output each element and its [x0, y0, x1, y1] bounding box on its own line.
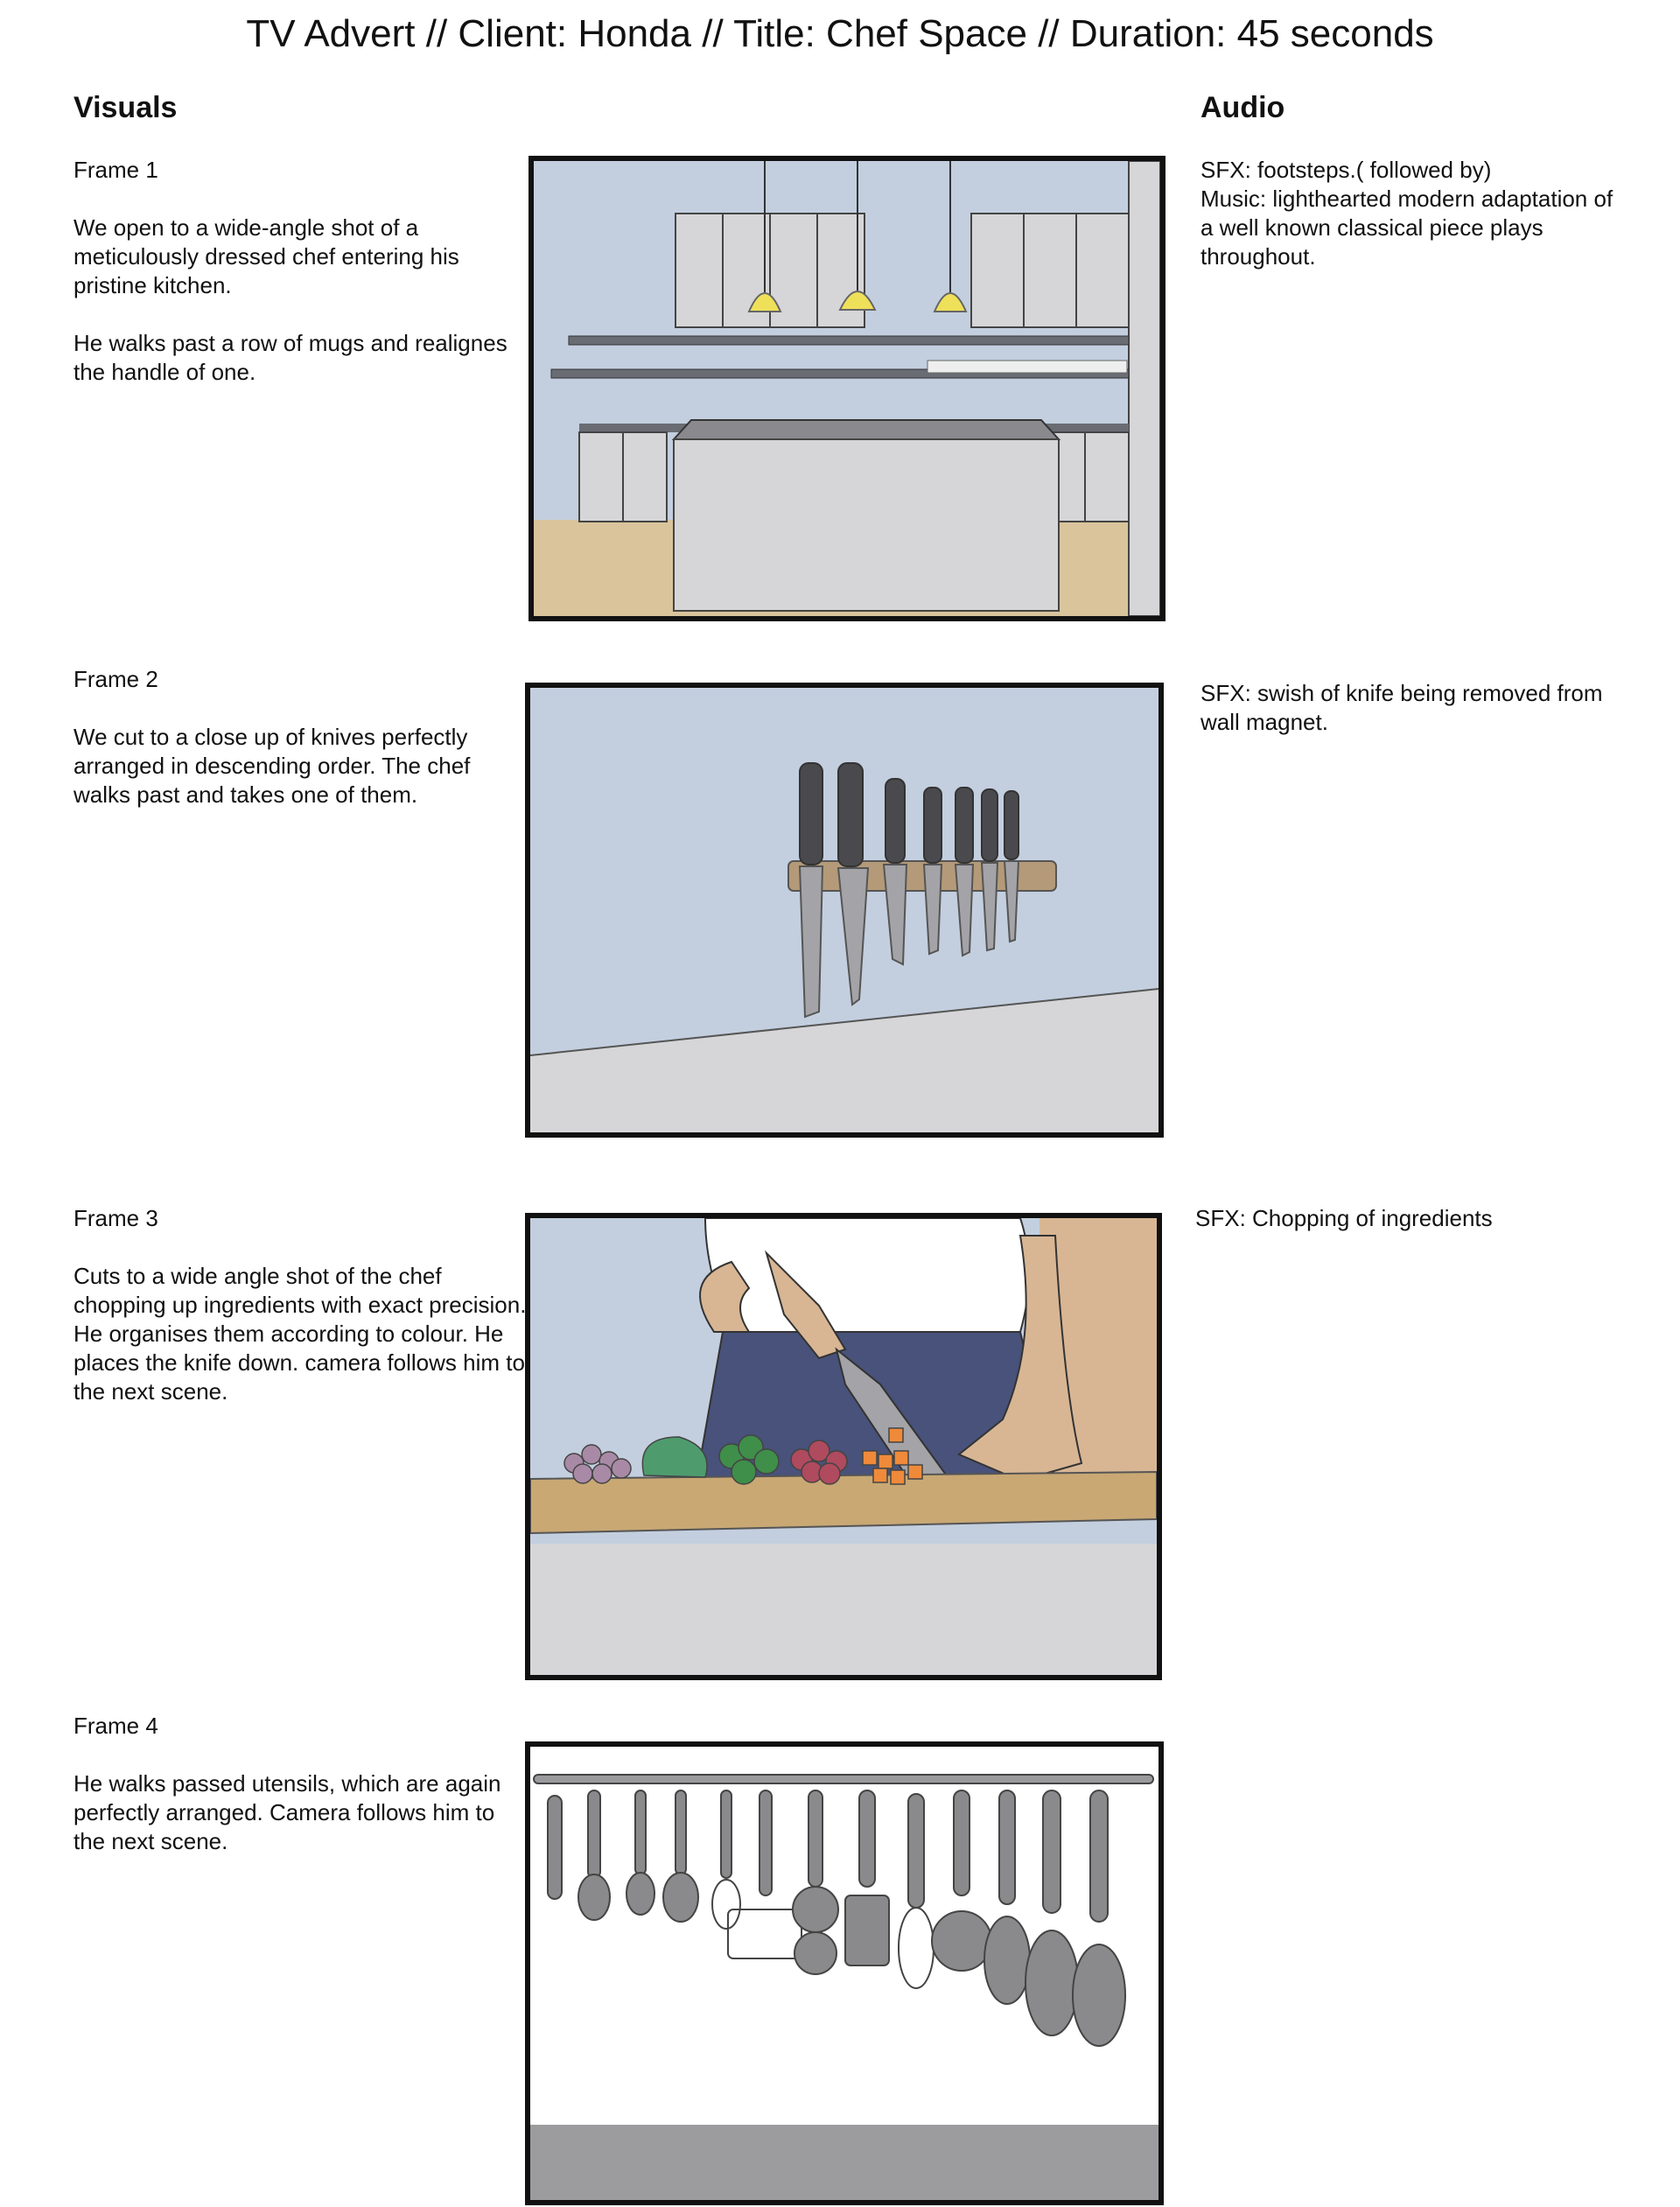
- frame-2-audio: [1200, 679, 1620, 737]
- frame-2-description: [74, 723, 528, 838]
- frame-1-audio-line: SFX: footsteps.( followed by): [1200, 157, 1492, 183]
- frame-1-description-paragraph: He walks past a row of mugs and realignes the handle of one.: [74, 330, 508, 385]
- frame-3-audio: [1195, 1204, 1615, 1233]
- frame-4-label: Frame 4: [74, 1713, 158, 1739]
- knife-rack-close-up: [530, 688, 1158, 1132]
- frame-1-audio-line: Music: lighthearted modern adaptation of a well known classical piece plays throughout.: [1200, 186, 1614, 270]
- chef-chopping: [530, 1218, 1157, 1675]
- frame-1-illustration: [528, 156, 1166, 621]
- frame-3-description: [74, 1262, 528, 1435]
- frame-4-description: [74, 1769, 528, 1885]
- frame-2-illustration: [525, 683, 1164, 1138]
- frame-2-description-paragraph: We cut to a close up of knives perfectly arranged in descending order. The chef walks past and takes one of them.: [74, 724, 471, 808]
- audio-heading: Audio: [1200, 91, 1285, 124]
- frame-3-illustration: [525, 1213, 1162, 1680]
- hanging-utensils: [530, 1747, 1158, 2200]
- frame-1-description-paragraph: We open to a wide-angle shot of a meticulously dressed chef entering his pristine kitchen.: [74, 214, 459, 298]
- kitchen-wide-shot: [534, 161, 1160, 616]
- frame-1-audio: [1200, 156, 1620, 271]
- frame-3-audio-line: SFX: Chopping of ingredients: [1195, 1205, 1493, 1231]
- frame-3-label: Frame 3: [74, 1205, 158, 1231]
- frame-1-description: [74, 214, 528, 416]
- frame-4-description-paragraph: He walks passed utensils, which are again perfectly arranged. Camera follows him to the next scene.: [74, 1770, 501, 1854]
- frame-1-label: Frame 1: [74, 157, 158, 183]
- frame-3-description-paragraph: Cuts to a wide angle shot of the chef chopping up ingredients with exact precision. He organises them according to colour. He places the knife down. camera follows him to the next scene.: [74, 1263, 527, 1405]
- frame-4-illustration: [525, 1741, 1164, 2205]
- frame-2-audio-line: SFX: swish of knife being removed from wall magnet.: [1200, 680, 1603, 735]
- frame-2-label: Frame 2: [74, 666, 158, 692]
- visuals-heading: Visuals: [74, 91, 178, 124]
- page-title: TV Advert // Client: Honda // Title: Chef Space // Duration: 45 seconds: [246, 12, 1434, 55]
